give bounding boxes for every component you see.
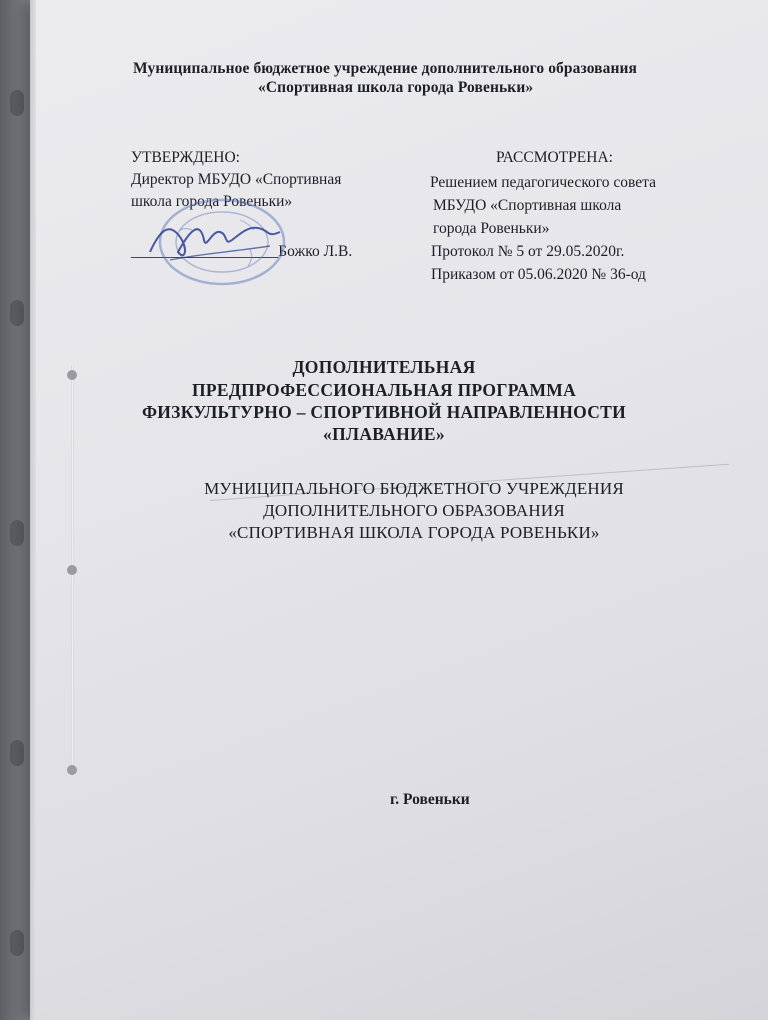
approved-signature-line: ___________________Божко Л.В.	[131, 243, 353, 260]
reviewed-label: РАССМОТРЕНА:	[496, 149, 613, 166]
approved-line-2: школа города Ровеньки»	[131, 193, 293, 210]
signature-stroke	[150, 228, 280, 256]
institution-line-1: МУНИЦИПАЛЬНОГО БЮДЖЕТНОГО УЧРЕЖДЕНИЯ	[204, 479, 624, 498]
institution-line-2: ДОПОЛНИТЕЛЬНОГО ОБРАЗОВАНИЯ	[263, 501, 565, 520]
binding-pin	[67, 565, 77, 575]
reviewed-line-1: Решением педагогического совета	[430, 174, 656, 191]
reviewed-line-4: Протокол № 5 от 29.05.2020г.	[431, 243, 625, 260]
header-line-2: «Спортивная школа города Ровеньки»	[258, 79, 534, 96]
approved-label: УТВЕРЖДЕНО:	[131, 149, 240, 166]
reviewed-line-5: Приказом от 05.06.2020 № 36-од	[431, 266, 646, 283]
binder-holes	[4, 0, 28, 1020]
approved-line-1: Директор МБУДО «Спортивная	[131, 171, 342, 188]
binder-hole	[10, 520, 24, 546]
binder-hole	[10, 930, 24, 956]
institution-line-3: «СПОРТИВНАЯ ШКОЛА ГОРОДА РОВЕНЬКИ»	[228, 523, 600, 542]
binder-hole	[10, 90, 24, 116]
program-title-line-2: ПРЕДПРОФЕССИОНАЛЬНАЯ ПРОГРАММА	[191, 380, 577, 400]
stamp-text-marks	[180, 220, 254, 266]
binder-hole	[10, 740, 24, 766]
program-title-line-3: ФИЗКУЛЬТУРНО – СПОРТИВНОЙ НАПРАВЛЕННОСТИ	[141, 402, 627, 422]
city-name: г. Ровеньки	[390, 791, 470, 808]
header-line-1: Муниципальное бюджетное учреждение дополнительного образования	[133, 60, 638, 77]
program-title-line-4: «ПЛАВАНИЕ»	[323, 424, 445, 444]
stamp-inner-ring	[176, 212, 268, 272]
stamp-signature-image	[140, 190, 290, 290]
program-title-line-1: ДОПОЛНИТЕЛЬНАЯ	[292, 357, 476, 377]
binder-hole	[10, 300, 24, 326]
binding-pin	[67, 765, 77, 775]
reviewed-line-2: МБУДО «Спортивная школа	[433, 197, 622, 214]
reviewed-line-3: города Ровеньки»	[433, 220, 550, 237]
page-edge	[30, 0, 36, 1020]
